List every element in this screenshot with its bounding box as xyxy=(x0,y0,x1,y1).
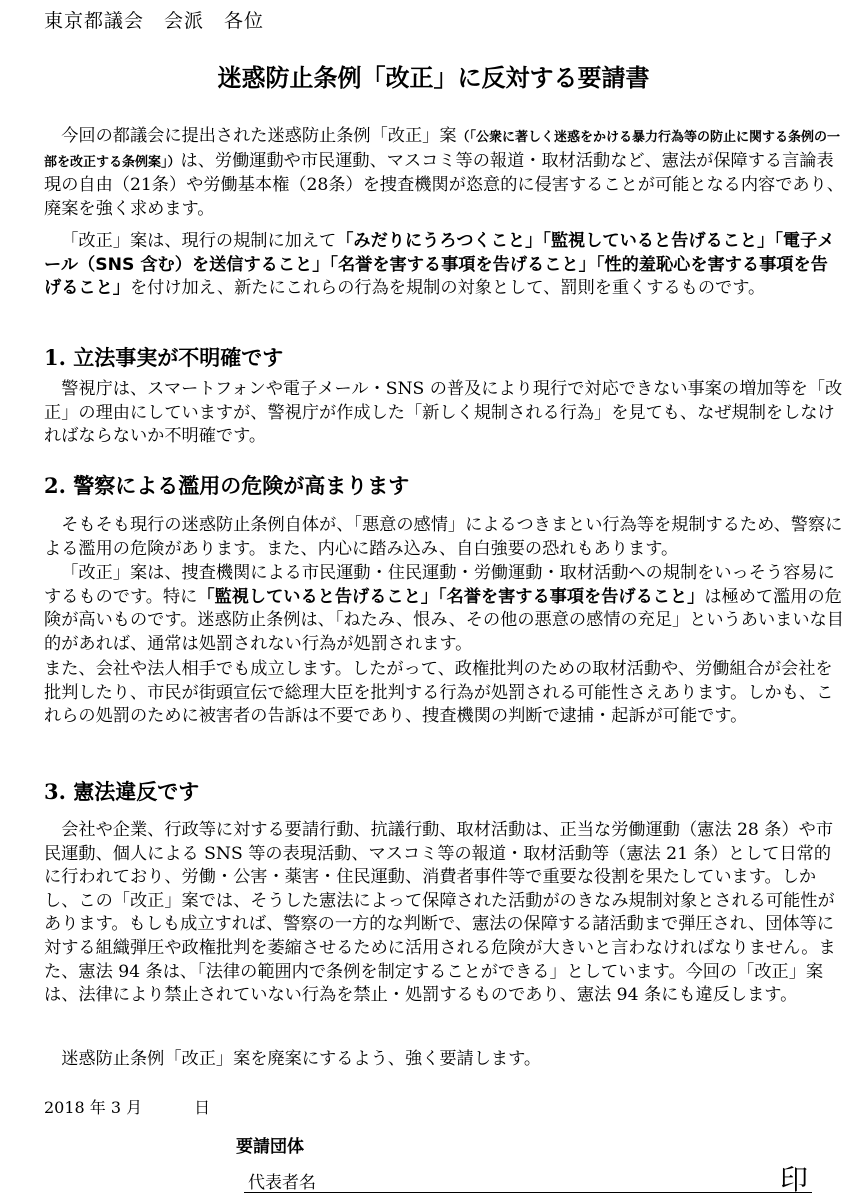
date-day: 日 xyxy=(194,1098,211,1117)
intro-p2-text-a: 「改正」案は、現行の規制に加えて xyxy=(61,231,337,251)
representative-name-label: 代表者名 xyxy=(248,1173,316,1193)
seal-mark: 印 xyxy=(780,1163,809,1196)
intro-paragraph-1 xyxy=(44,125,844,221)
document-title: 迷惑防止条例「改正」に反対する要請書 xyxy=(217,64,650,92)
closing-statement: 迷惑防止条例「改正」案を廃案にするよう、強く要請します。 xyxy=(61,1049,542,1069)
intro-p2-text-b: を付け加え、新たにこれらの行為を規制の対象として、罰則を重くするものです。 xyxy=(129,278,766,299)
intro-p1-text-a: 今回の都議会に提出された迷惑防止条例「改正」案 xyxy=(61,126,457,146)
intro-p1-bill-name: （「公衆に著しく迷惑をかける暴力行為等の防止に関する条例の一部を改正する条例案」） xyxy=(44,130,841,170)
signature-line xyxy=(244,1192,812,1193)
section-1-body: 警視庁は、スマートフォンや電子メール・SNS の普及により現行で対応できない事案の増加等を「改正」の理由にしていますが、警視庁が作成した「新しく規制される行為」を見ても、なぜ規制をしなければならないか不明確です。 xyxy=(44,379,843,447)
section-3-heading: 3. 憲法違反です xyxy=(44,779,200,804)
section-1-heading: 1. 立法事実が不明確です xyxy=(44,345,284,370)
requesting-organization-label: 要請団体 xyxy=(236,1137,304,1157)
section-2-p2-text-a: 「改正」案は、捜査機関による市民運動・住民運動・労働運動・取材活動への規制をいっそう容易にするものです。特に xyxy=(44,563,835,607)
section-2-p2-text-b: は極めて濫用の危険が高いものです。迷惑防止条例は、「ねたみ、恨み、その他の悪意の感情の充足」というあいまいな目的があれば、通常は処罰されない行為が処罰されます。 xyxy=(44,586,844,654)
date-month: 2018 年 3 月 xyxy=(44,1098,143,1117)
intro-p2-regulated-acts: 「みだりにうろつくこと」「監視していると告げること」「電子メール（SNS 含む）を送信すること」「名誉を害する事項を告げること」「性的羞恥心を害する事項を告げること」 xyxy=(44,231,835,299)
section-2-paragraph-2 xyxy=(44,562,844,656)
section-2-heading: 2. 警察による濫用の危険が高まります xyxy=(44,473,410,498)
date-line xyxy=(44,1095,210,1118)
section-3-body: 会社や企業、行政等に対する要請行動、抗議行動、取材活動は、正当な労働運動（憲法 28 条）や市民運動、個人による SNS 等の表現活動、マスコミ等の報道・取材活動等（憲法 21 条）として日常的に行われており、労働・公害・薬害・住民運動、消費者事件等で重要な役割を果たしています。しかし、この「改正」案では、そうした憲法によって保障された活動がのきなみ規制対象とされる可能性があります。もしも成立すれば、警察の一方的な判断で、憲法の保障する諸活動まで弾圧され、団体等に対する組織弾圧や政権批判を萎縮させるために活用される危険が大きいと言わなければなりません。また、憲法 94 条は、「法律の範囲内で条例を制定することができる」としています。今回の「改正」案は、法律により禁止されていない行為を禁止・処罰するものであり、憲法 94 条にも違反します。 xyxy=(44,820,836,1006)
intro-paragraph-2 xyxy=(44,230,844,301)
section-2-paragraph-1: そもそも現行の迷惑防止条例自体が、「悪意の感情」によるつきまとい行為等を規制するため、警察による濫用の危険があります。また、内心に踏み込み、自白強要の恐れもあります。 xyxy=(44,515,843,559)
section-2-paragraph-3: また、会社や法人相手でも成立します。したがって、政権批判のための取材活動や、労働組合が会社を批判したり、市民が街頭宣伝で総理大臣を批判する行為が処罰される可能性さえあります。しかも、これらの処罰のために被害者の告訴は不要であり、捜査機関の判断で逮捕・起訴が可能です。 xyxy=(44,659,834,727)
intro-p1-text-b: は、労働運動や市民運動、マスコミ等の報道・取材活動など、憲法が保障する言論表現の自由（21条）や労働基本権（28条）を捜査機関が恣意的に侵害することが可能となる内容であり、廃案を強く求めます。 xyxy=(44,150,844,219)
section-2-p2-highlight: 「監視していると告げること」「名誉を害する事項を告げること」 xyxy=(197,586,705,607)
addressee: 東京都議会 会派 各位 xyxy=(44,10,265,32)
